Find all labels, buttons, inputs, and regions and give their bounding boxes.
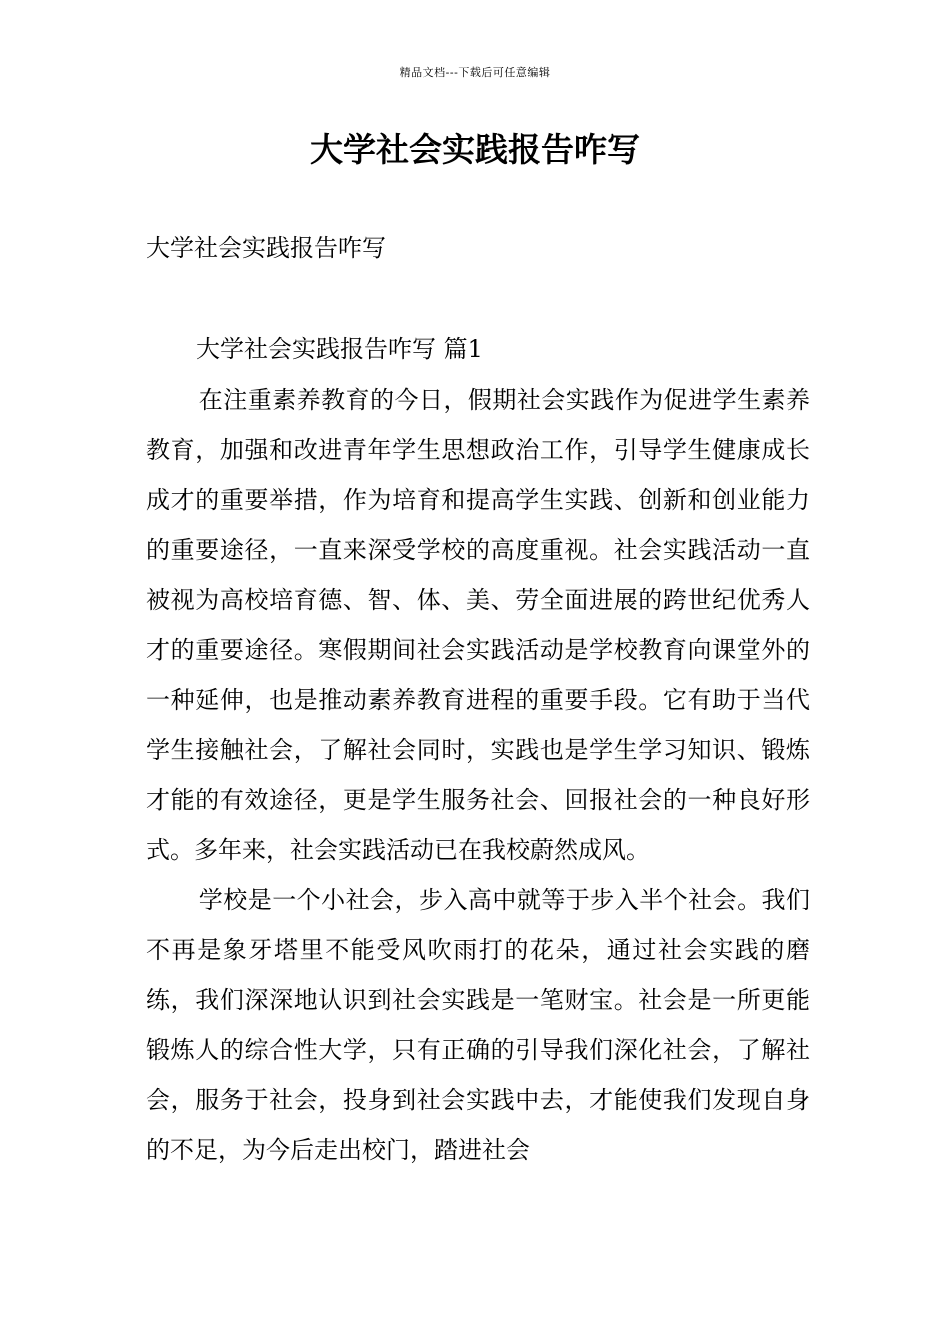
paragraph: 在注重素养教育的今日，假期社会实践作为促进学生素养教育，加强和改进青年学生思想政治工作，引导学生健康成长成才的重要举措，作为培育和提高学生实践、创新和创业能力的重要途径，一直来深受学校的高度重视。社会实践活动一直被视为高校培育德、智、体、美、劳全面进展的跨世纪优秀人才的重要途径。寒假期间社会实践活动是学校教育向课堂外的一种延伸，也是推动素养教育进程的重要手段。它有助于当代学生接触社会，了解社会同时，实践也是学生学习知识、锻炼才能的有效途径，更是学生服务社会、回报社会的一种良好形式。多年来，社会实践活动已在我校蔚然成风。 xyxy=(146,386,810,864)
page-header-note: 精品文档---下载后可任意编辑 xyxy=(399,66,551,79)
document-title: 大学社会实践报告咋写 xyxy=(310,130,640,169)
document-body xyxy=(146,375,810,1175)
document-subtitle: 大学社会实践报告咋写 xyxy=(146,234,386,262)
section-heading: 大学社会实践报告咋写 篇1 xyxy=(196,335,483,363)
paragraph: 学校是一个小社会，步入高中就等于步入半个社会。我们不再是象牙塔里不能受风吹雨打的花朵，通过社会实践的磨练，我们深深地认识到社会实践是一笔财宝。社会是一所更能锻炼人的综合性大学，只有正确的引导我们深化社会，了解社会，服务于社会，投身到社会实践中去，才能使我们发现自身的不足，为今后走出校门，踏进社会 xyxy=(146,886,810,1164)
